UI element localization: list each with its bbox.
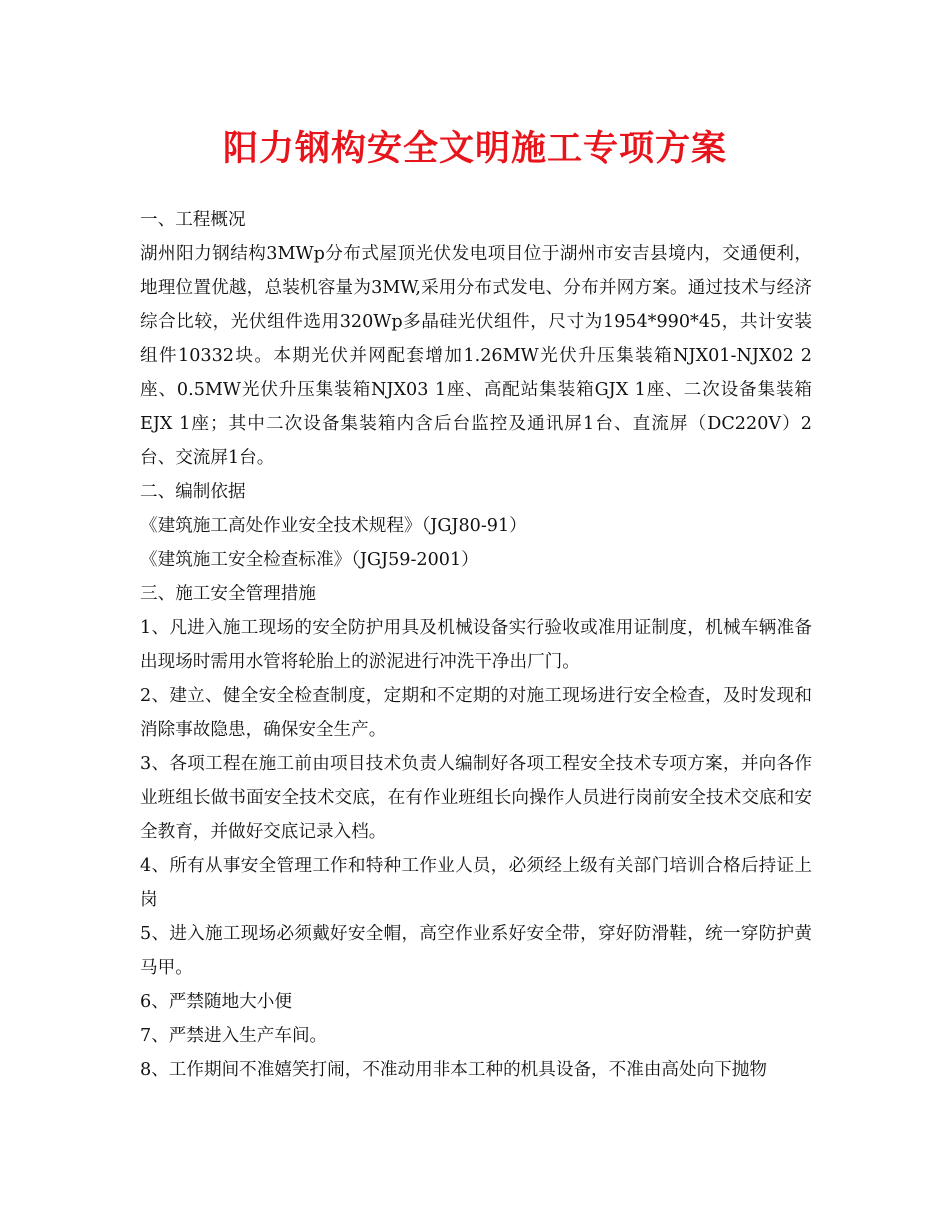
reference-item: 《建筑施工安全检查标准》（JGJ59-2001） [140,550,479,570]
measure-item: 8、工作期间不准嬉笑打闹，不准动用非本工种的机具设备，不准由高处向下抛物 [140,1060,767,1080]
reference-item: 《建筑施工高处作业安全技术规程》（JGJ80-91） [140,516,527,536]
measure-item: 1、凡进入施工现场的安全防护用具及机械设备实行验收或准用证制度，机械车辆准备出现场时需用水管将轮胎上的淤泥进行冲洗干净出厂门。 [140,618,812,672]
section-heading-basis: 二、编制依据 [140,482,246,502]
section-heading-overview: 一、工程概况 [140,210,246,230]
measure-item: 6、严禁随地大小便 [140,992,292,1012]
measure-item: 5、进入施工现场必须戴好安全帽，高空作业系好安全带，穿好防滑鞋，统一穿防护黄马甲。 [140,924,812,978]
document-body [140,203,812,1087]
section-heading-measures: 三、施工安全管理措施 [140,584,316,604]
paragraph-overview: 湖州阳力钢结构3MWp分布式屋顶光伏发电项目位于湖州市安吉县境内，交通便利，地理位置优越，总装机容量为3MW,采用分布式发电、分布并网方案。通过技术与经济综合比较，光伏组件选用320Wp多晶硅光伏组件，尺寸为1954*990*45，共计安装组件10332块。本期光伏并网配套增加1.26MW光伏升压集装箱NJX01-NJX02 2座、0.5MW光伏升压集装箱NJX03 1座、高配站集装箱GJX 1座、二次设备集装箱EJX 1座；其中二次设备集装箱内含后台监控及通讯屏1台、直流屏（DC220V）2台、交流屏1台。 [140,244,812,468]
measure-item: 4、所有从事安全管理工作和特种工作业人员，必须经上级有关部门培训合格后持证上岗 [140,856,812,910]
measure-item: 3、各项工程在施工前由项目技术负责人编制好各项工程安全技术专项方案，并向各作业班组长做书面安全技术交底，在有作业班组长向操作人员进行岗前安全技术交底和安全教育，并做好交底记录入档。 [140,754,812,842]
measure-item: 2、建立、健全安全检查制度，定期和不定期的对施工现场进行安全检查，及时发现和消除事故隐患，确保安全生产。 [140,686,812,740]
measure-item: 7、严禁进入生产车间。 [140,1026,328,1046]
document-title: 阳力钢构安全文明施工专项方案 [222,128,727,169]
